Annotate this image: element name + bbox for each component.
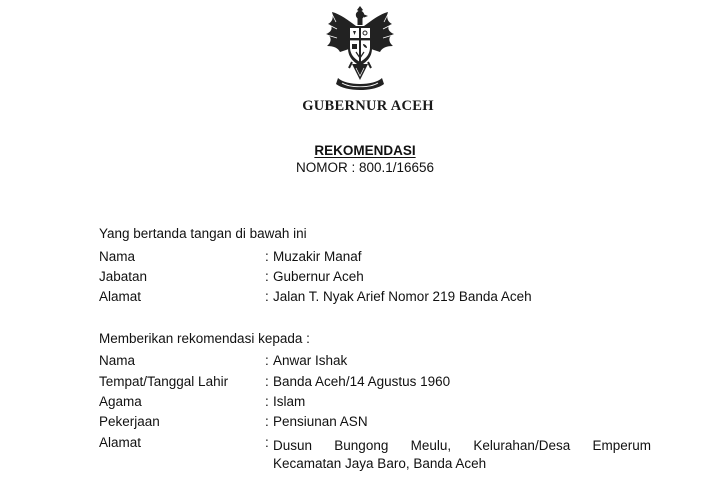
signer-position-label: Jabatan xyxy=(99,269,148,284)
signer-address-value: Jalan T. Nyak Arief Nomor 219 Banda Aceh xyxy=(273,289,532,304)
signer-intro: Yang bertanda tangan di bawah ini xyxy=(99,226,307,241)
recipient-occupation-value: Pensiunan ASN xyxy=(273,414,368,429)
recipient-address-value-line2: Kecamatan Jaya Baro, Banda Aceh xyxy=(273,456,487,471)
recipient-name-label: Nama xyxy=(99,353,136,368)
recipient-religion-colon: : xyxy=(265,394,269,409)
signer-address-colon: : xyxy=(265,289,269,304)
recipient-occupation-label: Pekerjaan xyxy=(99,414,160,429)
recipient-occupation-colon: : xyxy=(265,414,269,429)
recipient-birth-colon: : xyxy=(265,374,269,389)
garuda-emblem-icon xyxy=(318,4,402,94)
signer-position-value: Gubernur Aceh xyxy=(273,269,364,284)
recipient-name-value: Anwar Ishak xyxy=(273,353,348,368)
recipient-name-colon: : xyxy=(265,353,269,368)
signer-position-colon: : xyxy=(265,269,269,284)
recipient-religion-label: Agama xyxy=(99,394,142,409)
recipient-address-colon: : xyxy=(265,435,269,450)
signer-name-value: Muzakir Manaf xyxy=(273,249,362,264)
document-number: NOMOR : 800.1/16656 xyxy=(295,160,435,175)
recipient-religion-value: Islam xyxy=(273,394,306,409)
issuer-title: GUBERNUR ACEH xyxy=(302,98,434,114)
recipient-address-label: Alamat xyxy=(99,435,142,450)
signer-name-colon: : xyxy=(265,249,269,264)
signer-address-label: Alamat xyxy=(99,289,142,304)
recipient-birth-value: Banda Aceh/14 Agustus 1960 xyxy=(273,374,451,389)
recipient-intro: Memberikan rekomendasi kepada : xyxy=(99,331,310,346)
document-title: REKOMENDASI xyxy=(314,143,416,158)
signer-name-label: Nama xyxy=(99,249,136,264)
recipient-address-value: Dusun Bungong Meulu, Kelurahan/Desa Emperum xyxy=(273,438,651,453)
recipient-birth-label: Tempat/Tanggal Lahir xyxy=(99,374,229,389)
